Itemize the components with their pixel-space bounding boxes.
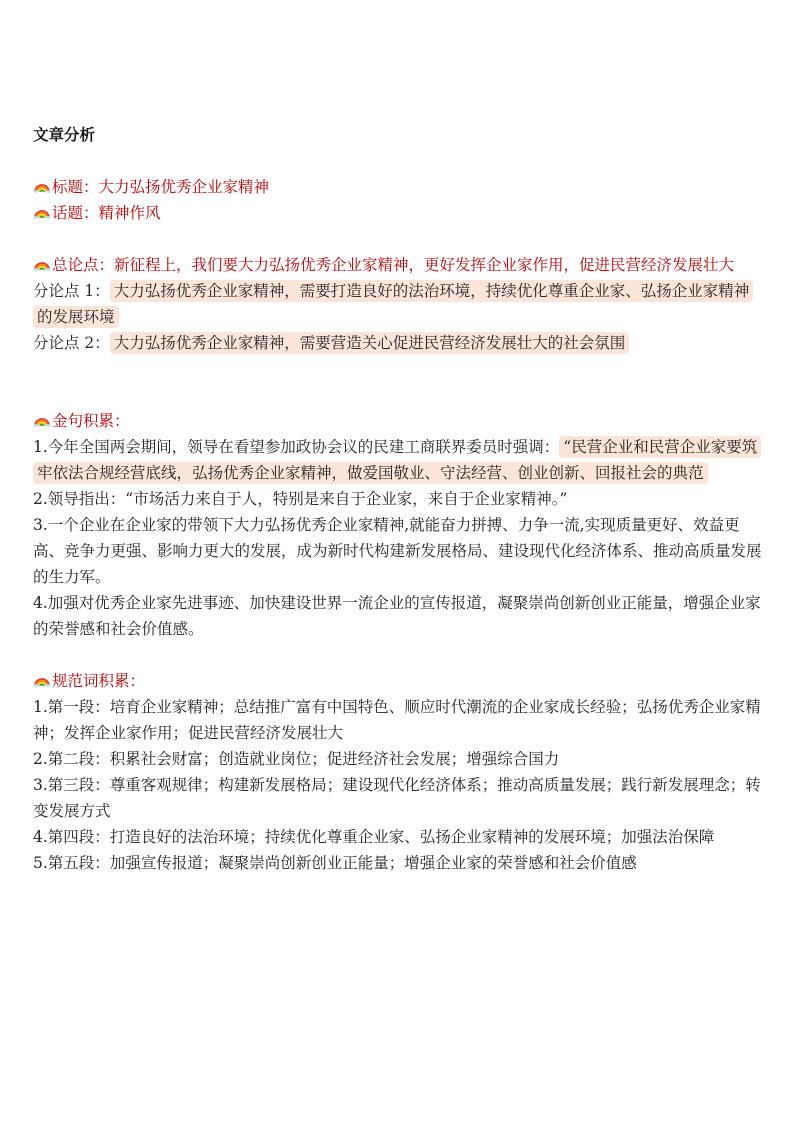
- main-argument: [33, 252, 763, 278]
- sub-argument-2-label: 分论点 2：: [33, 334, 110, 352]
- main-argument-text: 总论点：新征程上，我们要大力弘扬优秀企业家精神，更好发挥企业家作用，促进民营经济发展壮大: [52, 256, 735, 274]
- topic-text: 话题：精神作风: [52, 204, 161, 222]
- rainbow-icon: [33, 673, 51, 687]
- topic-title-line: [33, 174, 763, 200]
- quote-2: 2.领导指出：“市场活力来自于人，特别是来自于企业家，来自于企业家精神。”: [33, 490, 568, 508]
- quotes-heading-text: 金句积累：: [52, 412, 130, 430]
- rainbow-icon: [33, 205, 51, 219]
- quote-3: 3.一个企业在企业家的带领下大力弘扬优秀企业家精神,就能奋力拼搏、力争一流,实现质量更好、效益更高、竞争力更强、影响力更大的发展，成为新时代构建新发展格局、建设现代化经济体系、推动高质量发展的生力军。: [33, 516, 762, 586]
- sub-argument-1-text: 大力弘扬优秀企业家精神，需要打造良好的法治环境，持续优化尊重企业家、弘扬企业家精神的发展环境: [33, 280, 753, 328]
- quote-1-prefix: 1.今年全国两会期间，领导在看望参加政协会议的民建工商联界委员时强调：: [33, 438, 560, 456]
- term-item: 4.第四段：打造良好的法治环境；持续优化尊重企业家、弘扬企业家精神的发展环境；加强法治保障: [33, 828, 715, 846]
- quote-1: [33, 434, 763, 486]
- term-item: 2.第二段：积累社会财富；创造就业岗位；促进经济社会发展；增强综合国力: [33, 750, 560, 768]
- sub-argument-1-label: 分论点 1：: [33, 282, 110, 300]
- quote-4: 4.加强对优秀企业家先进事迹、加快建设世界一流企业的宣传报道，凝聚崇尚创新创业正能量，增强企业家的荣誉感和社会价值感。: [33, 594, 761, 638]
- sub-argument-2: [33, 330, 763, 356]
- rainbow-icon: [33, 257, 51, 271]
- sub-argument-1: [33, 278, 763, 330]
- rainbow-icon: [33, 413, 51, 427]
- terms-heading-text: 规范词积累：: [52, 672, 146, 690]
- document-title: 文章分析: [33, 126, 96, 144]
- term-item: 5.第五段：加强宣传报道；凝聚崇尚创新创业正能量；增强企业家的荣誉感和社会价值感: [33, 854, 637, 872]
- sub-argument-2-text: 大力弘扬优秀企业家精神，需要营造关心促进民营经济发展壮大的社会氛围: [110, 332, 630, 354]
- topic-line: [33, 200, 763, 226]
- terms-heading: [33, 668, 763, 694]
- quotes-heading: [33, 408, 763, 434]
- term-item: 1.第一段：培育企业家精神；总结推广富有中国特色、顺应时代潮流的企业家成长经验；弘扬优秀企业家精神；发挥企业家作用；促进民营经济发展壮大: [33, 698, 761, 742]
- quote-1-highlight: “民营企业和民营企业家要筑牢依法合规经营底线，弘扬优秀企业家精神，做爱国敬业、守法经营、创业创新、回报社会的典范: [33, 436, 761, 484]
- rainbow-icon: [33, 179, 51, 193]
- term-item: 3.第三段：尊重客观规律；构建新发展格局；建设现代化经济体系；推动高质量发展；践行新发展理念；转变发展方式: [33, 776, 761, 820]
- topic-title-text: 标题：大力弘扬优秀企业家精神: [52, 178, 270, 196]
- document-page: [33, 118, 763, 876]
